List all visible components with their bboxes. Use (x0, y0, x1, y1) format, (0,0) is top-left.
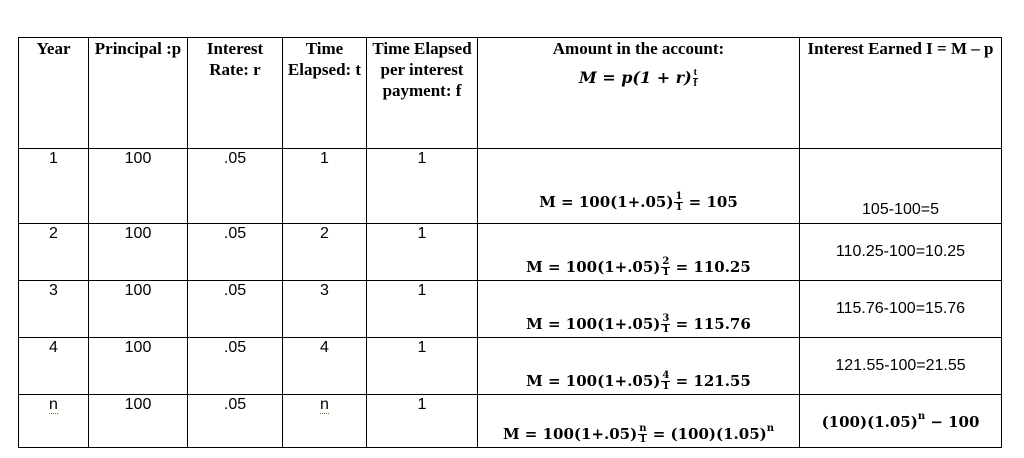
formula-lhs: M = 100(1+.05) (539, 193, 674, 211)
formula-exp-den: 1 (639, 434, 647, 445)
cell-principal: 100 (89, 395, 188, 448)
interest-exp: n (917, 410, 926, 422)
cell-time: 2 (283, 224, 367, 281)
interest-table-wrapper (18, 37, 1002, 448)
cell-rate: .05 (188, 281, 283, 338)
cell-year: 3 (19, 281, 89, 338)
header-amount (478, 38, 800, 149)
interest-value: 115.76-100=15.76 (835, 300, 966, 317)
interest-tail: − 100 (925, 412, 980, 431)
formula-rhs-exp: n (766, 423, 775, 434)
header-time-elapsed: Time Elapsed: t (283, 38, 367, 149)
formula-exp-num: n (639, 423, 647, 434)
formula-rhs: = 105 (688, 193, 738, 211)
table-row (19, 149, 1002, 224)
formula-rhs: = 115.76 (675, 315, 751, 333)
table-row (19, 281, 1002, 338)
cell-year: 2 (19, 224, 89, 281)
formula-rhs: = 121.55 (675, 372, 751, 390)
header-year: Year (19, 38, 89, 149)
header-formula-base: M = p(1 + r) (578, 68, 692, 87)
formula-exp-num: 4 (662, 370, 670, 381)
cell-year: 1 (19, 149, 89, 224)
interest-value: 121.55-100=21.55 (835, 357, 966, 374)
cell-year (19, 395, 89, 448)
cell-time: 3 (283, 281, 367, 338)
cell-principal: 100 (89, 281, 188, 338)
variable-n: n (320, 396, 329, 413)
formula-exp-num: 1 (675, 191, 683, 202)
interest-value: 110.25-100=10.25 (835, 243, 966, 260)
cell-rate: .05 (188, 149, 283, 224)
formula-rhs: = 110.25 (675, 258, 751, 276)
cell-interest-earned (800, 338, 1002, 395)
cell-per: 1 (367, 338, 478, 395)
cell-rate: .05 (188, 338, 283, 395)
formula-exp-den: 1 (662, 267, 670, 278)
cell-time (283, 395, 367, 448)
formula-lhs: M = 100(1+.05) (526, 372, 661, 390)
compound-interest-table (18, 37, 1002, 448)
header-interest-earned: Interest Earned I = M – p (800, 38, 1002, 149)
header-formula-exp-num: t (693, 67, 698, 78)
header-principal: Principal :p (89, 38, 188, 149)
cell-principal: 100 (89, 338, 188, 395)
cell-time: 1 (283, 149, 367, 224)
interest-value: 105-100=5 (862, 201, 939, 218)
cell-amount-formula (478, 338, 800, 395)
table-row (19, 338, 1002, 395)
table-row (19, 224, 1002, 281)
formula-exp-num: 3 (662, 313, 670, 324)
interest-base: (100)(1.05) (821, 412, 918, 431)
formula-lhs: M = 100(1+.05) (526, 315, 661, 333)
formula-rhs: = (100)(1.05) (652, 425, 767, 443)
cell-interest-earned (800, 281, 1002, 338)
cell-interest-earned (800, 395, 1002, 448)
cell-interest-earned (800, 149, 1002, 224)
header-amount-label: Amount in the account: (552, 39, 725, 58)
cell-amount-formula (478, 395, 800, 448)
cell-per: 1 (367, 395, 478, 448)
cell-rate: .05 (188, 395, 283, 448)
cell-per: 1 (367, 149, 478, 224)
cell-principal: 100 (89, 149, 188, 224)
cell-interest-earned (800, 224, 1002, 281)
cell-year: 4 (19, 338, 89, 395)
formula-lhs: M = 100(1+.05) (502, 425, 638, 443)
cell-per: 1 (367, 281, 478, 338)
header-interest-rate: Interest Rate: r (188, 38, 283, 149)
cell-amount-formula (478, 149, 800, 224)
cell-rate: .05 (188, 224, 283, 281)
header-time-per-payment: Time Elapsed per interest payment: f (367, 38, 478, 149)
formula-exp-den: 1 (662, 381, 670, 392)
header-row (19, 38, 1002, 149)
cell-per: 1 (367, 224, 478, 281)
cell-principal: 100 (89, 224, 188, 281)
cell-amount-formula (478, 281, 800, 338)
variable-n: n (49, 396, 58, 413)
cell-time: 4 (283, 338, 367, 395)
formula-exp-num: 2 (662, 256, 670, 267)
header-formula-exp-den: f (693, 78, 698, 89)
cell-amount-formula (478, 224, 800, 281)
formula-exp-den: 1 (662, 324, 670, 335)
formula-exp-den: 1 (675, 202, 683, 213)
table-row (19, 395, 1002, 448)
formula-lhs: M = 100(1+.05) (526, 258, 661, 276)
header-amount-formula (478, 67, 799, 89)
